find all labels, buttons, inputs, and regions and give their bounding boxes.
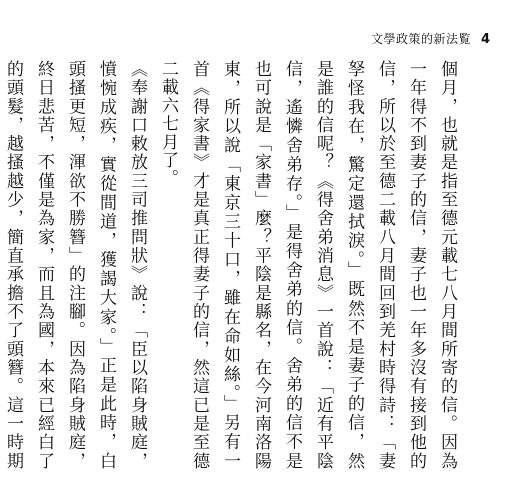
paragraph: 《奉謝口敕放三司推問狀》說：「臣以陷身賊庭，憤惋成疾，實從間道，獲謁大家。」正是此時，白頭搔更短，渾欲不勝簪」的注腳。因為陷身賊庭，終日悲苦，不僅是為家，而且為國，本來已經白了的頭髮，越搔越少，簡直承擔不了頭簪。這一時期	[3, 60, 147, 470]
vertical-text-body	[3, 60, 462, 470]
paragraph: 個月，也就是指至德元載七八月間所寄的信。因為一年得不到妻子的信，妻子也一年多沒有接到他的信，所以於至德二載八月間回到羌村時得詩：「妻孥怪我在，驚定還拭淚。」既然不是妻子的信，然是誰的信呢？《得舍弟消息》一首說：「近有平陰信，遙憐舍弟存。」是得舍弟的信。舍弟的信不是也可說是「家書」麼？平陰是縣名，在今河南洛陽東，所以說「東京三十口，雖在命如絲。」另有一首《得家書》才是真正得妻子的信，然這已是至德二載六七月了。	[158, 60, 457, 470]
running-title: 文學政策的新法覧	[370, 32, 471, 46]
page-number: 4	[480, 32, 490, 47]
page-header	[371, 30, 490, 48]
